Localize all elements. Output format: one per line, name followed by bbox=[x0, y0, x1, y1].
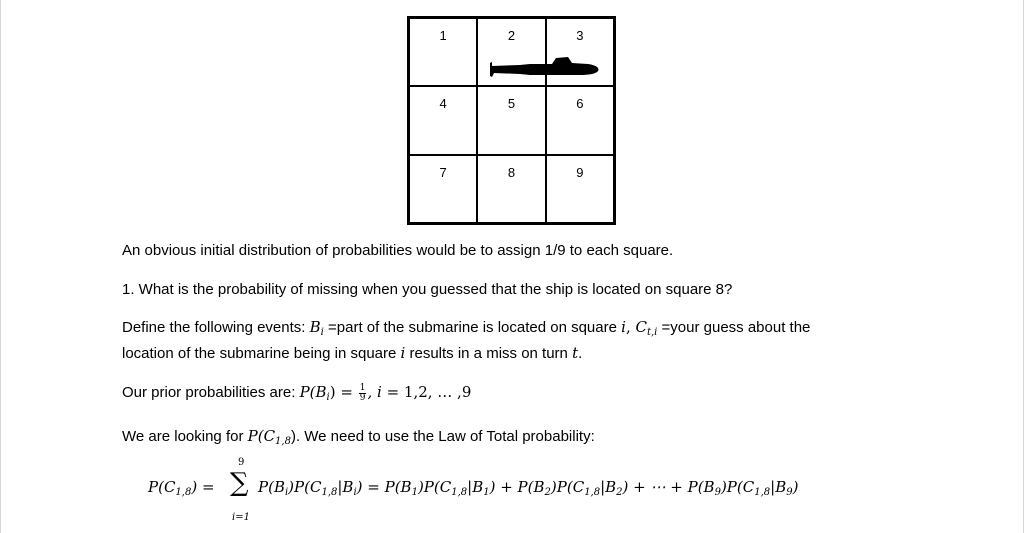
math-sub: i bbox=[326, 392, 330, 403]
eq-sub: 1 bbox=[411, 487, 418, 498]
fraction-denominator: 9 bbox=[359, 392, 366, 403]
eq-term: |B bbox=[467, 478, 484, 496]
math-t: t bbox=[572, 344, 579, 362]
events-text: =part of the submarine is located on square bbox=[323, 319, 622, 336]
events-text: results in a miss on turn bbox=[405, 345, 573, 362]
page-edge-left bbox=[0, 0, 1, 533]
math-comma: , bbox=[625, 318, 636, 336]
math-sub: i bbox=[320, 327, 324, 338]
eq-sub: 1,8 bbox=[175, 487, 192, 498]
math-pc: P(C bbox=[247, 427, 276, 445]
eq-term: ) bbox=[792, 478, 799, 496]
events-definition-line-2 bbox=[122, 344, 582, 362]
events-text: location of the submarine being in square bbox=[122, 345, 401, 362]
eq-sub: 1,8 bbox=[754, 487, 771, 498]
eq-term: )P(C bbox=[720, 478, 755, 496]
eq-sub: 1,8 bbox=[451, 487, 468, 498]
math-sub: t,i bbox=[646, 327, 658, 338]
eq-sub: 2 bbox=[544, 487, 551, 498]
math-b: B bbox=[309, 318, 321, 336]
eq-term: )P(C bbox=[288, 478, 322, 496]
grid-cell-5 bbox=[477, 86, 545, 154]
math-c: C bbox=[635, 318, 647, 336]
math-pb: P(B bbox=[299, 383, 327, 401]
sum-symbol: ∑ bbox=[230, 468, 249, 498]
grid-cell-1 bbox=[409, 18, 477, 86]
eq-sub: 1,8 bbox=[584, 487, 601, 498]
cell-number: 7 bbox=[439, 164, 447, 180]
eq-lhs-close: ) = bbox=[191, 478, 215, 496]
eq-term: |B bbox=[770, 478, 787, 496]
eq-term: P(B bbox=[258, 478, 285, 496]
eq-term: ) + ⋯ + P(B bbox=[622, 478, 715, 496]
submarine-icon bbox=[490, 56, 602, 80]
fraction-numerator: 1 bbox=[359, 382, 366, 393]
grid-cell-6 bbox=[546, 86, 614, 154]
grid-cell-8 bbox=[477, 155, 545, 223]
eq-sub: i bbox=[353, 487, 357, 498]
eq-term: ) = P(B bbox=[356, 478, 412, 496]
eq-sub: i bbox=[284, 487, 289, 498]
looking-end: ). We need to use the Law of Total probability: bbox=[290, 428, 595, 445]
cell-number: 9 bbox=[576, 164, 584, 180]
eq-term: )P(C bbox=[550, 478, 585, 496]
looking-for-line bbox=[122, 427, 595, 447]
sum-lower-limit: i=1 bbox=[232, 512, 250, 523]
cell-number: 2 bbox=[507, 28, 516, 43]
eq-sub: 9 bbox=[714, 487, 721, 498]
eq-sub: 2 bbox=[616, 487, 623, 498]
cell-number: 1 bbox=[439, 28, 447, 43]
eq-sub: 1 bbox=[483, 487, 490, 498]
eq-sub: 1,8 bbox=[321, 487, 338, 498]
intro-text: An obvious initial distribution of probabilities would be to assign 1/9 to each square. bbox=[122, 242, 674, 259]
sum-upper-limit: 9 bbox=[238, 457, 245, 468]
grid-cell-7 bbox=[409, 155, 477, 223]
cell-number: 6 bbox=[576, 96, 584, 112]
grid-cell-9 bbox=[546, 155, 614, 223]
cell-number: 5 bbox=[507, 96, 516, 112]
math-i: , i bbox=[367, 383, 382, 401]
events-definition-line-1 bbox=[122, 318, 810, 338]
prior-probabilities-line bbox=[122, 383, 471, 403]
eq-lhs: P(C bbox=[148, 478, 176, 496]
grid-cell-4 bbox=[409, 86, 477, 154]
math-i: i bbox=[400, 344, 406, 362]
eq-term: ) + P(B bbox=[489, 478, 545, 496]
battleship-grid bbox=[407, 16, 616, 225]
period: . bbox=[578, 345, 583, 362]
eq-term: )P(C bbox=[417, 478, 452, 496]
math-sub: 1,8 bbox=[275, 436, 291, 447]
eq-term: |B bbox=[600, 478, 617, 496]
eq-term: |B bbox=[337, 478, 354, 496]
looking-lead: We are looking for bbox=[122, 428, 248, 445]
cell-number: 4 bbox=[439, 96, 447, 112]
total-probability-equation-rhs bbox=[258, 478, 798, 498]
math-eq: ) = bbox=[329, 383, 358, 401]
prior-lead: Our prior probabilities are: bbox=[122, 384, 300, 401]
eq-sub: 9 bbox=[786, 487, 793, 498]
events-lead: Define the following events: bbox=[122, 319, 310, 336]
total-probability-equation-lhs bbox=[148, 478, 215, 498]
fraction-one-ninth bbox=[359, 384, 367, 403]
events-text-end: =your guess about the bbox=[657, 319, 811, 336]
cell-number: 3 bbox=[576, 28, 584, 43]
math-range: = 1,2, … ,9 bbox=[381, 383, 472, 401]
cell-number: 8 bbox=[507, 164, 516, 180]
math-i: i bbox=[621, 318, 626, 336]
question-1: 1. What is the probability of missing when you guessed that the ship is located on square 8? bbox=[122, 281, 733, 298]
